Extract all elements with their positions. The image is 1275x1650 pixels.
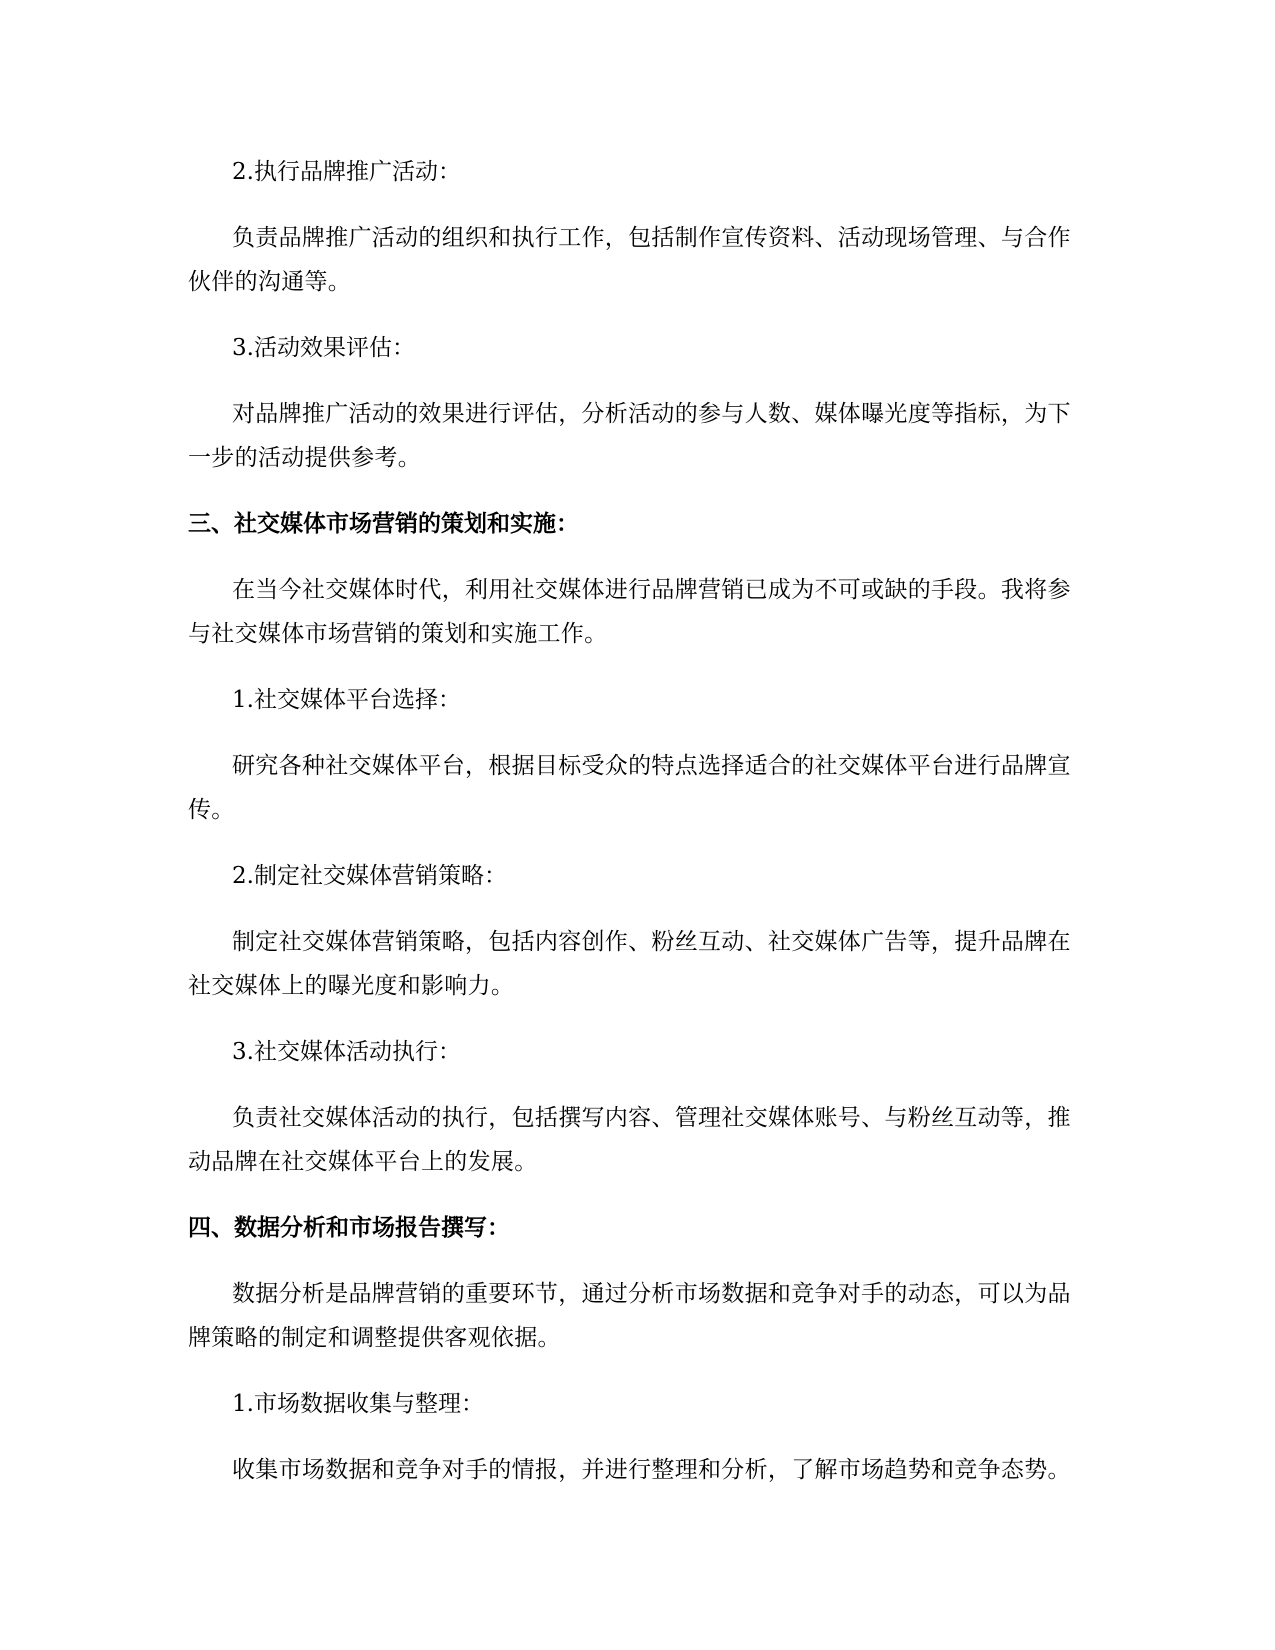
item-title: 2.执行品牌推广活动： bbox=[232, 159, 461, 185]
body-paragraph: 负责品牌推广活动的组织和执行工作，包括制作宣传资料、活动现场管理、与合作伙伴的沟通等。 bbox=[188, 225, 1071, 295]
item-title: 3.活动效果评估： bbox=[232, 335, 415, 361]
item-title: 1.社交媒体平台选择： bbox=[232, 687, 461, 713]
document-content bbox=[188, 150, 1078, 1514]
section-heading: 四、数据分析和市场报告撰写： bbox=[188, 1214, 510, 1241]
body-paragraph: 研究各种社交媒体平台，根据目标受众的特点选择适合的社交媒体平台进行品牌宣传。 bbox=[188, 753, 1071, 823]
section-heading: 三、社交媒体市场营销的策划和实施： bbox=[188, 510, 579, 537]
item-title: 3.社交媒体活动执行： bbox=[232, 1039, 461, 1065]
item-title: 2.制定社交媒体营销策略： bbox=[232, 863, 507, 889]
item-title: 1.市场数据收集与整理： bbox=[232, 1391, 484, 1417]
body-paragraph: 在当今社交媒体时代，利用社交媒体进行品牌营销已成为不可或缺的手段。我将参与社交媒体市场营销的策划和实施工作。 bbox=[188, 577, 1071, 647]
body-paragraph: 制定社交媒体营销策略，包括内容创作、粉丝互动、社交媒体广告等，提升品牌在社交媒体上的曝光度和影响力。 bbox=[188, 929, 1071, 999]
body-paragraph: 收集市场数据和竞争对手的情报，并进行整理和分析，了解市场趋势和竞争态势。 bbox=[232, 1457, 1071, 1483]
body-paragraph: 对品牌推广活动的效果进行评估，分析活动的参与人数、媒体曝光度等指标，为下一步的活动提供参考。 bbox=[188, 401, 1071, 471]
body-paragraph: 负责社交媒体活动的执行，包括撰写内容、管理社交媒体账号、与粉丝互动等，推动品牌在社交媒体平台上的发展。 bbox=[188, 1105, 1071, 1175]
body-paragraph: 数据分析是品牌营销的重要环节，通过分析市场数据和竞争对手的动态，可以为品牌策略的制定和调整提供客观依据。 bbox=[188, 1281, 1071, 1351]
